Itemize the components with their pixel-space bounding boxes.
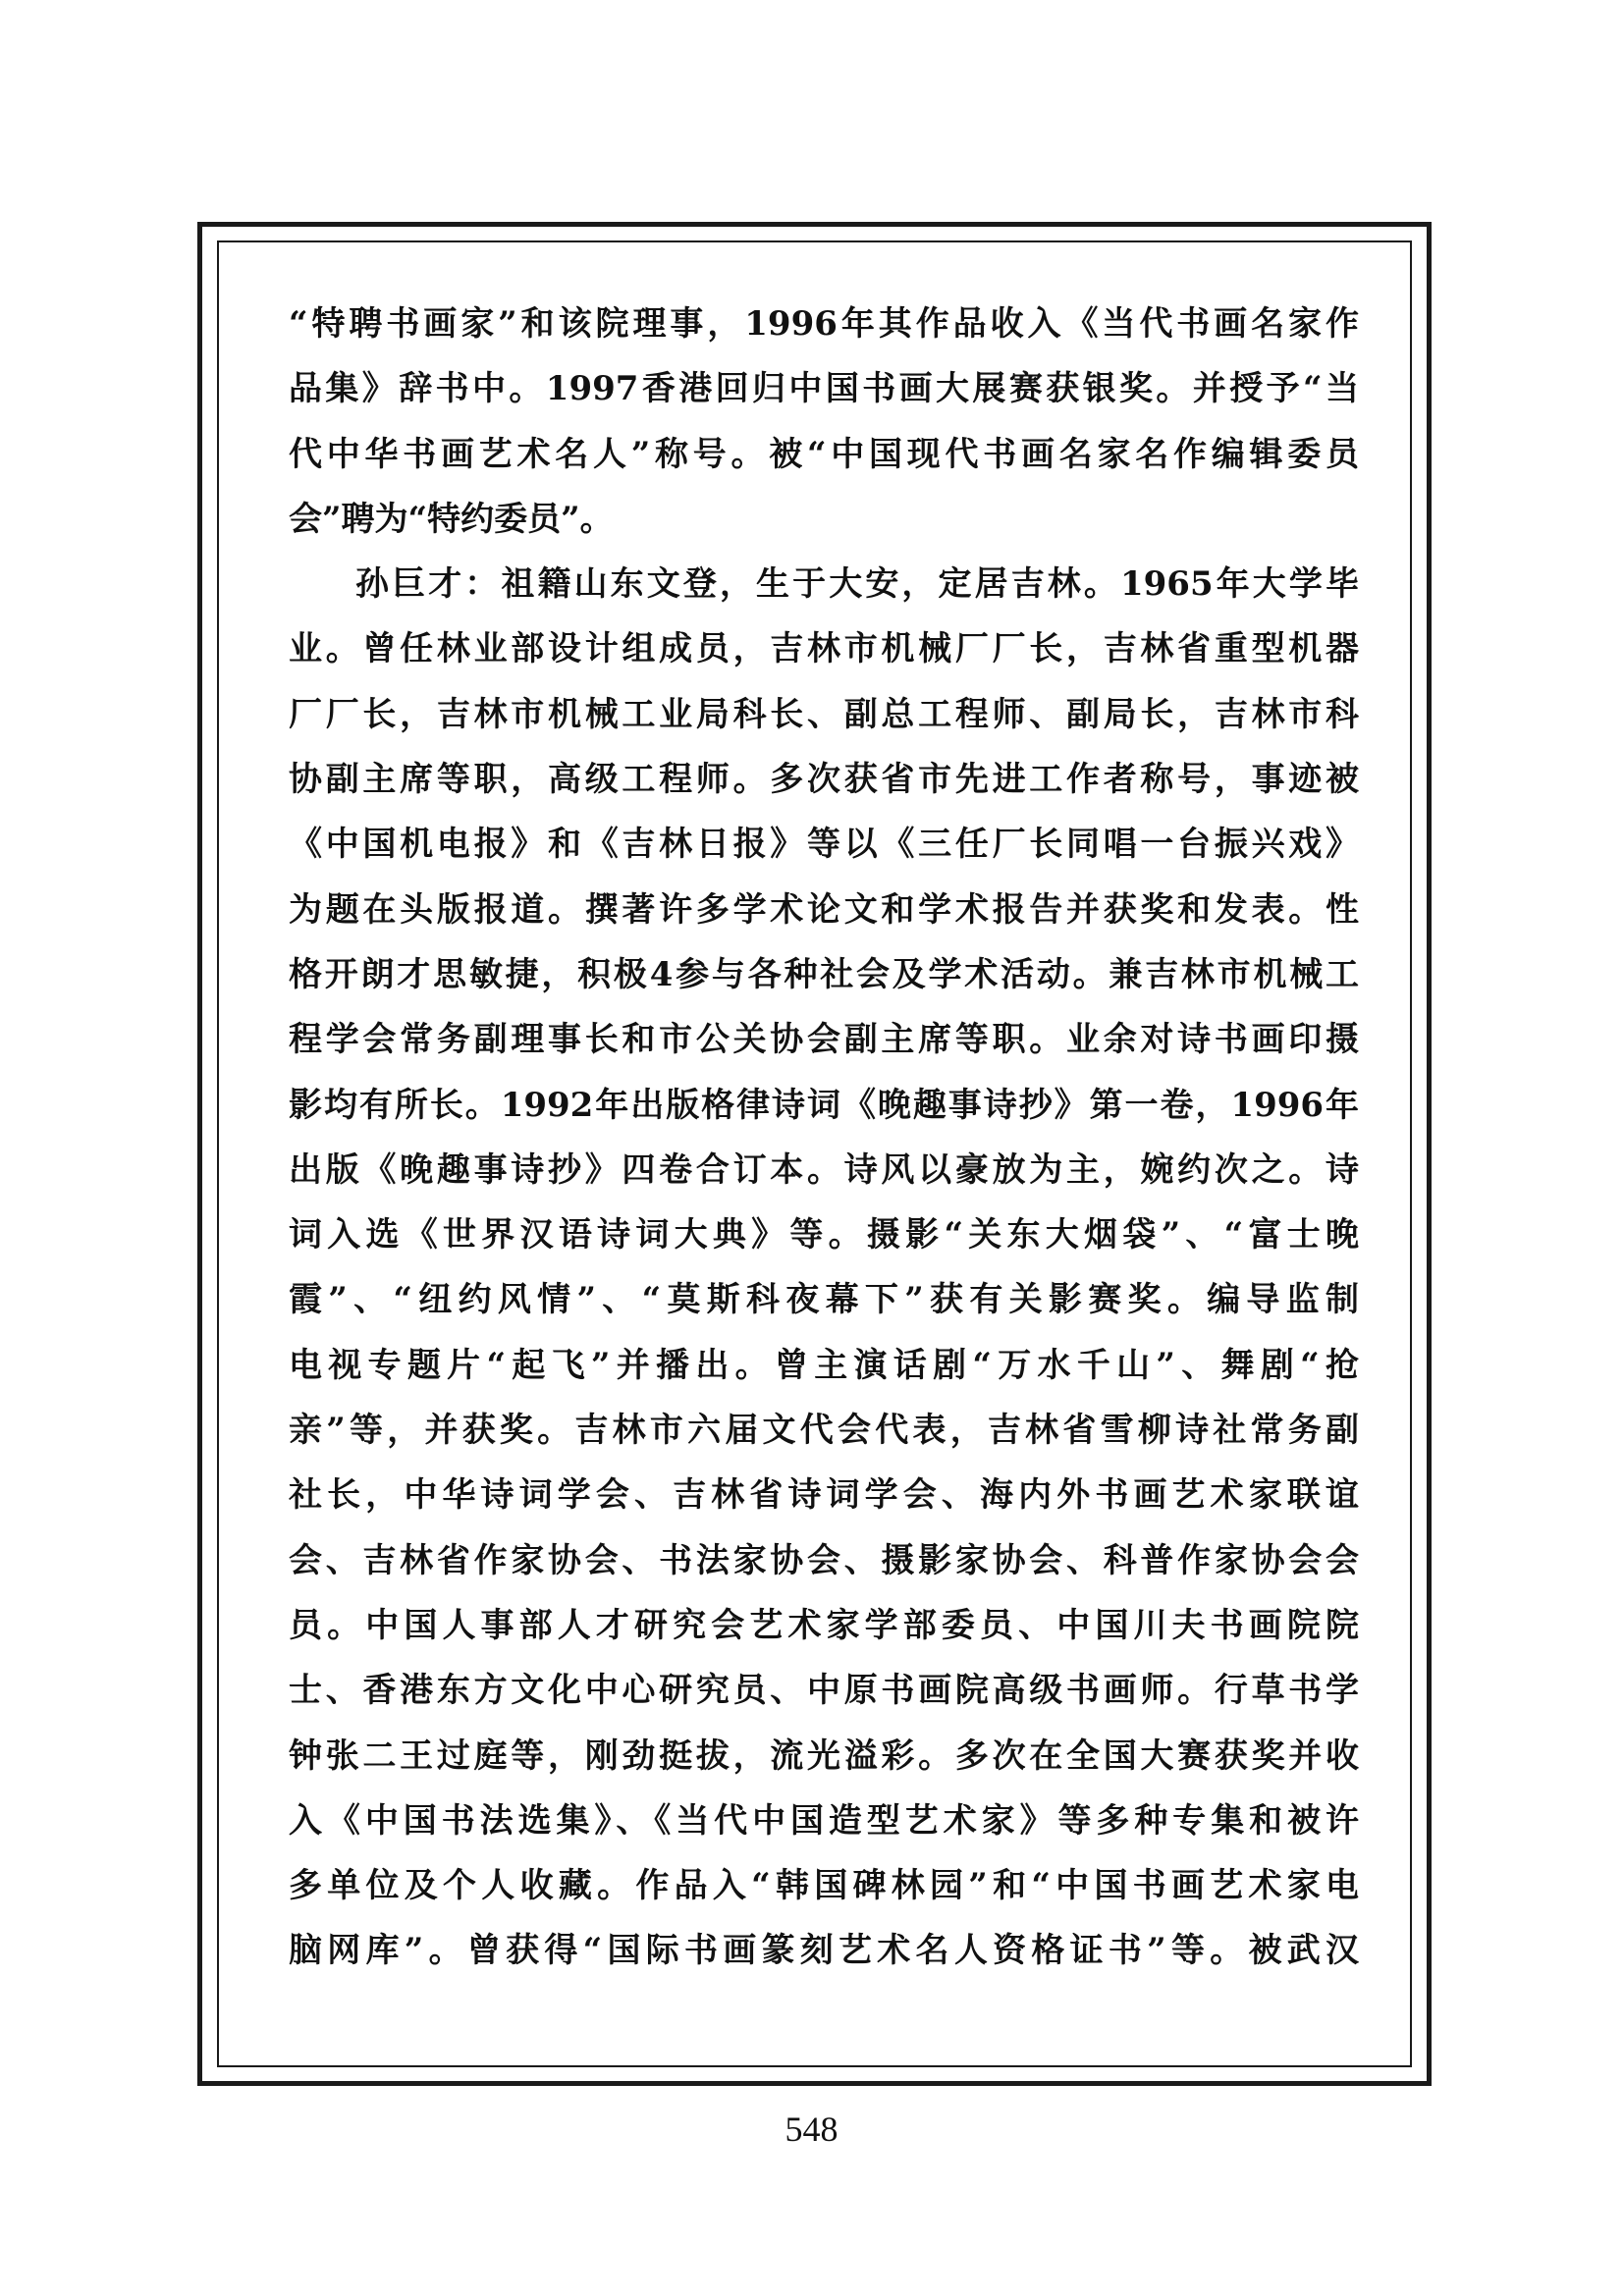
text-line: 代中华书画艺术名人”称号。被“中国现代书画名家名作编辑委员	[289, 434, 1359, 474]
text-line: 社长，中华诗词学会、吉林省诗词学会、海内外书画艺术家联谊	[289, 1475, 1359, 1516]
text-line: 出版《晚趣事诗抄》四卷合订本。诗风以豪放为主，婉约次之。诗	[289, 1149, 1359, 1190]
text-line: 厂厂长，吉林市机械工业局科长、副总工程师、副局长，吉林市科	[289, 694, 1359, 734]
paragraph-continuation	[289, 292, 1359, 552]
text-line: 品集》辞书中。1997香港回归中国书画大展赛获银奖。并授予“当	[289, 369, 1359, 409]
paragraph-biography	[289, 552, 1359, 1984]
page-number: 548	[784, 2109, 839, 2149]
text-line: 多单位及个人收藏。作品入“韩国碑林园”和“中国书画艺术家电	[289, 1866, 1359, 1906]
text-line: 《中国机电报》和《吉林日报》等以《三任厂长同唱一台振兴戏》	[289, 825, 1359, 865]
text-line: 会”聘为“特约委员”。	[289, 499, 614, 539]
text-line: 协副主席等职，高级工程师。多次获省市先进工作者称号，事迹被	[289, 760, 1359, 800]
text-line: 程学会常务副理事长和市公关协会副主席等职。业余对诗书画印摄	[289, 1020, 1359, 1060]
text-line: 士、香港东方文化中心研究员、中原书画院高级书画师。行草书学	[289, 1671, 1359, 1711]
text-line: 影均有所长。1992年出版格律诗词《晚趣事诗抄》第一卷，1996年	[289, 1085, 1359, 1125]
text-line: 为题在头版报道。撰著许多学术论文和学术报告并获奖和发表。性	[289, 889, 1359, 930]
text-line: 霞”、“纽约风情”、“莫斯科夜幕下”获有关影赛奖。编导监制	[289, 1280, 1359, 1320]
text-line: 词入选《世界汉语诗词大典》等。摄影“关东大烟袋”、“富士晚	[289, 1215, 1359, 1255]
text-line: 入《中国书法选集》、《当代中国造型艺术家》等多种专集和被许	[289, 1800, 1359, 1841]
text-line: 钟张二王过庭等，刚劲挺拔，流光溢彩。多次在全国大赛获奖并收	[289, 1735, 1359, 1776]
text-line: 业。曾任林业部设计组成员，吉林市机械厂厂长，吉林省重型机器	[289, 629, 1359, 669]
text-line: 电视专题片“起飞”并播出。曾主演话剧“万水千山”、舞剧“抢	[289, 1345, 1359, 1385]
body-text	[289, 292, 1359, 1984]
text-line: 格开朗才思敏捷，积极4参与各种社会及学术活动。兼吉林市机械工	[289, 954, 1359, 994]
text-line: “特聘书画家”和该院理事，1996年其作品收入《当代书画名家作	[289, 304, 1359, 344]
text-line: 会、吉林省作家协会、书法家协会、摄影家协会、科普作家协会会	[289, 1540, 1359, 1580]
text-line: 脑网库”。曾获得“国际书画篆刻艺术名人资格证书”等。被武汉	[289, 1931, 1359, 1971]
text-line: 员。中国人事部人才研究会艺术家学部委员、中国川夫书画院院	[289, 1605, 1359, 1645]
text-line: 孙巨才：祖籍山东文登，生于大安，定居吉林。1965年大学毕	[355, 564, 1359, 605]
text-line: 亲”等，并获奖。吉林市六届文代会代表，吉林省雪柳诗社常务副	[289, 1411, 1359, 1451]
